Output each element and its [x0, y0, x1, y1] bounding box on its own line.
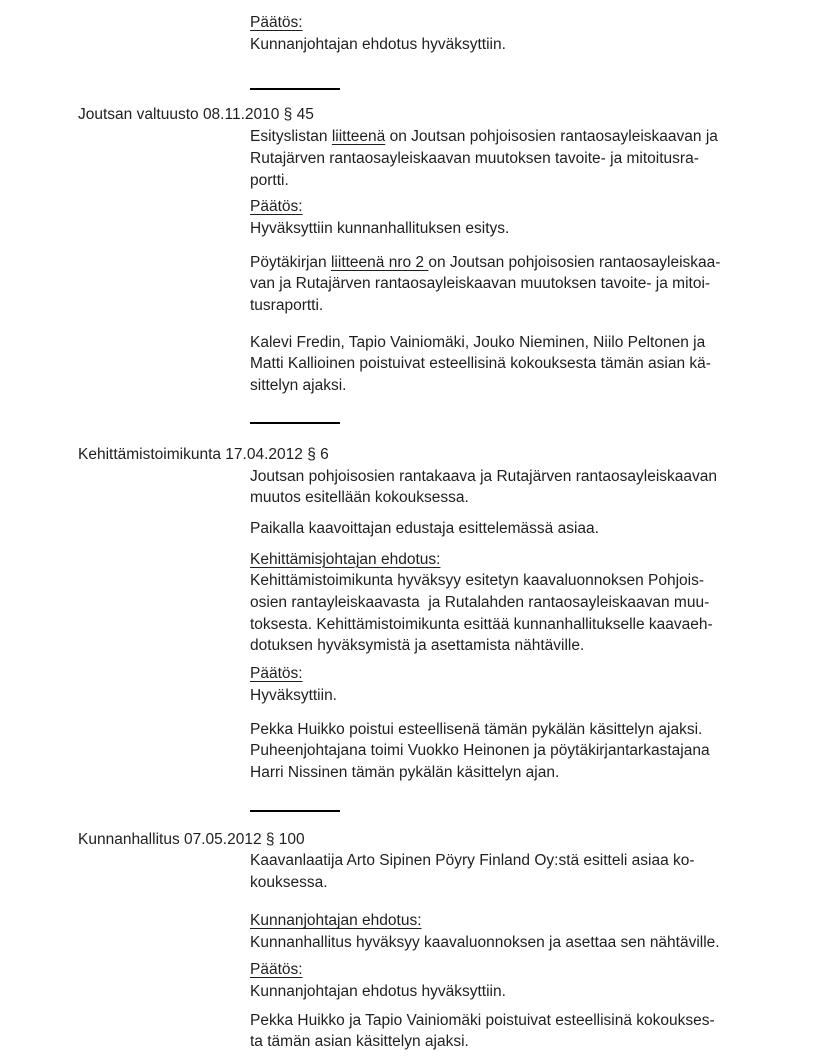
intro-paragraph: [250, 850, 746, 893]
paragraph-line: Puheenjohtajana toimi Vuokko Heinonen ja pöytäkirjantarkastajana: [250, 742, 710, 760]
decision-text: Hyväksyttiin kunnanhallituksen esitys.: [250, 219, 510, 237]
section-heading-kunnanhallitus: Kunnanhallitus 07.05.2012 § 100: [78, 830, 305, 848]
decision-block: [250, 663, 746, 706]
decision-block: [250, 196, 746, 239]
section-heading-kehittamistoimikunta: Kehittämistoimikunta 17.04.2012 § 6: [78, 445, 329, 463]
section-separator: [250, 422, 340, 424]
proposal-label: Kunnanjohtajan ehdotus:: [250, 911, 422, 929]
section-separator: [250, 88, 340, 90]
paragraph-line: Rutajärven rantaosayleiskaavan muutoksen tavoite- ja mitoitusra-: [250, 149, 699, 167]
recusal-paragraph: [250, 332, 746, 397]
minutes-attachment-paragraph: [250, 252, 746, 317]
decision-block: [250, 959, 746, 1002]
underlined-text: liitteenä: [331, 128, 386, 146]
line-text: on Joutsan pohjoisosien rantaosayleiskaavan ja: [385, 128, 718, 146]
proposal-text: Kunnanhallitus hyväksyy kaavaluonnoksen ja asettaa sen nähtäville.: [250, 933, 720, 951]
decision-label: Päätös:: [250, 961, 303, 979]
decision-text: Kunnanjohtajan ehdotus hyväksyttiin.: [250, 982, 506, 1000]
decision-label: Päätös:: [250, 198, 303, 216]
paragraph-line: kouksessa.: [250, 874, 328, 892]
paragraph-line: Paikalla kaavoittajan edustaja esittelemässä asiaa.: [250, 519, 599, 537]
proposal-block: [250, 910, 746, 953]
decision-text: Hyväksyttiin.: [250, 686, 337, 704]
section-heading-valtuusto: Joutsan valtuusto 08.11.2010 § 45: [78, 106, 314, 124]
paragraph-line: osien rantayleiskaavasta ja Rutalahden rantaosayleiskaavan muu-: [250, 594, 710, 612]
minutes-document: [78, 12, 746, 1053]
paragraph-line: Kehittämistoimikunta hyväksyy esitetyn kaavaluonnoksen Pohjois-: [250, 572, 705, 590]
paragraph-line: dotuksen hyväksymistä ja asettamista nähtäville.: [250, 637, 585, 655]
line-text: on Joutsan pohjoisosien rantaosayleiskaa-: [428, 253, 721, 271]
paragraph-line: [250, 252, 746, 274]
paragraph-line: Matti Kallioinen poistuivat esteellisinä kokouksesta tämän asian kä-: [250, 355, 711, 373]
intro-paragraph: [250, 466, 746, 509]
decision-text: Kunnanjohtajan ehdotus hyväksyttiin.: [250, 35, 506, 53]
section-separator: [250, 810, 340, 812]
paragraph-line: muutos esitellään kokouksessa.: [250, 489, 469, 507]
intro-decision-block: [250, 12, 746, 55]
attachment-paragraph: [250, 126, 746, 191]
paragraph-line: Pekka Huikko ja Tapio Vainiomäki poistuivat esteellisinä kokoukses-: [250, 1011, 715, 1029]
line-text: Pöytäkirjan: [250, 253, 331, 271]
paragraph-line: van ja Rutajärven rantaosayleiskaavan muutoksen tavoite- ja mitoi-: [250, 275, 711, 293]
paragraph-line: Harri Nissinen tämän pykälän käsittelyn ajan.: [250, 763, 560, 781]
paragraph-line: Kaavanlaatija Arto Sipinen Pöyry Finland Oy:stä esitteli asiaa ko-: [250, 852, 695, 870]
paragraph-line: toksesta. Kehittämistoimikunta esittää kunnanhallitukselle kaavaeh-: [250, 615, 713, 633]
paragraph-line: sittelyn ajaksi.: [250, 377, 347, 395]
proposal-label: Kehittämisjohtajan ehdotus:: [250, 550, 441, 568]
paragraph-line: tusraportti.: [250, 297, 324, 315]
underlined-text: liitteenä nro 2: [330, 253, 429, 271]
decision-label: Päätös:: [250, 14, 303, 31]
recusal-paragraph: [250, 1010, 746, 1053]
paragraph-line: [250, 126, 746, 148]
paragraph-line: ta tämän asian käsittelyn ajaksi.: [250, 1033, 469, 1051]
paragraph-line: portti.: [250, 171, 289, 189]
paragraph-line: Joutsan pohjoisosien rantakaava ja Rutajärven rantaosayleiskaavan: [250, 467, 718, 485]
line-text: Esityslistan: [250, 128, 332, 146]
decision-label: Päätös:: [250, 665, 303, 683]
paragraph-line: Kalevi Fredin, Tapio Vainiomäki, Jouko Nieminen, Niilo Peltonen ja: [250, 333, 706, 351]
proposal-block: [250, 549, 746, 658]
paragraph-line: Pekka Huikko poistui esteellisenä tämän pykälän käsittelyn ajaksi.: [250, 720, 703, 738]
recusal-paragraph: [250, 719, 746, 784]
presence-paragraph: [250, 518, 746, 540]
